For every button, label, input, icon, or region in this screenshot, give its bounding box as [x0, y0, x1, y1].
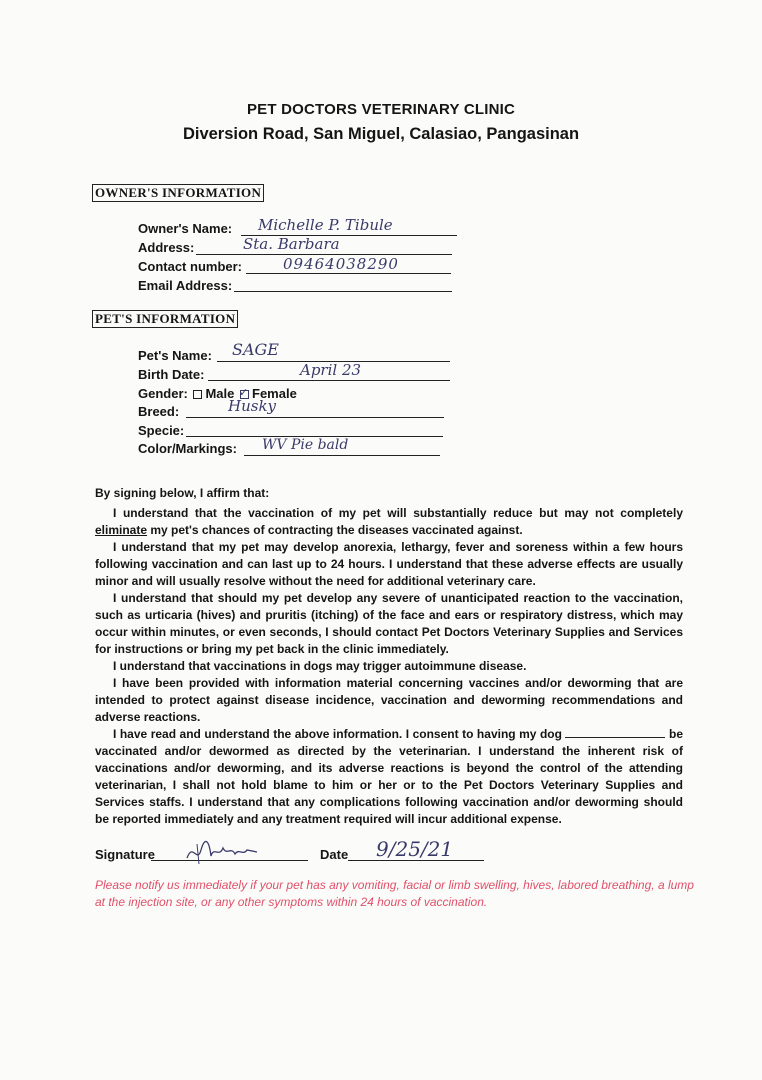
pet-color-value[interactable]: WV Pie bald	[262, 437, 349, 453]
owner-contact-line	[246, 273, 451, 274]
consent-paragraph-4: I understand that vaccinations in dogs may trigger autoimmune disease.	[113, 659, 527, 673]
pet-birth-label: Birth Date:	[138, 367, 205, 382]
clinic-address: Diversion Road, San Miguel, Calasiao, Pangasinan	[182, 125, 580, 143]
owner-email-line	[234, 291, 452, 292]
date-value[interactable]: 9/25/21	[376, 837, 454, 861]
dog-name-blank[interactable]	[565, 727, 665, 738]
consent-paragraph-6: I have read and understand the above information. I consent to having my dog be vaccinated and/or dewormed as directed by the veterinarian. I understand the inherent risk of vaccinations and/or deworming, and its adverse reactions is beyond the control of the attending veterinarian, I shall not hold blame to him or her or to the Pet Doctors Veterinary Supplies and Services staffs. I understand that any complications following vaccination and/or deworming should be reported immediately and any treatment required will incur additional expense.	[95, 727, 683, 826]
owner-name-label: Owner's Name:	[138, 221, 233, 236]
check-mark-icon: ✓	[239, 386, 249, 399]
pet-breed-line	[186, 417, 444, 418]
signature-scribble[interactable]	[183, 836, 263, 866]
vaccination-notice: Please notify us immediately if your pet has any vomiting, facial or limb swelling, hives, labored breathing, a lump at the injection site, or any other symptoms within 24 hours of vaccination.	[95, 878, 694, 909]
pet-birth-value[interactable]: April 23	[300, 361, 362, 379]
pet-breed-value[interactable]: Husky	[228, 397, 277, 415]
signature-label: Signature	[95, 847, 155, 862]
pet-section-title: PET'S INFORMATION	[92, 310, 238, 328]
consent-paragraph-2: I understand that my pet may develop anorexia, lethargy, fever and soreness within a few hours following vaccination and can last up to 24 hours. I understand that these adverse effects are usually minor and will usually resolve without the need for additional veterinary care.	[95, 540, 683, 588]
owner-address-value[interactable]: Sta. Barbara	[243, 235, 340, 253]
pet-color-line	[244, 455, 440, 456]
owner-contact-value[interactable]: 09464038290	[283, 255, 399, 273]
owner-contact-label: Contact number:	[138, 259, 242, 274]
date-label: Date	[320, 847, 349, 862]
pet-gender-label: Gender:	[138, 386, 188, 401]
consent-paragraph-3: I understand that should my pet develop any severe of unanticipated reaction to the vaccination, such as urticaria (hives) and pruritis (itching) of the face and ears or respiratory distress, which may occur within minutes, or even seconds, I should contact Pet Doctors Veterinary Supplies and Services for instructions or bring my pet back in the clinic immediately.	[95, 591, 683, 656]
pet-color-label: Color/Markings:	[138, 441, 237, 456]
owner-section-title: OWNER'S INFORMATION	[92, 184, 264, 202]
consent-paragraph-5: I have been provided with information material concerning vaccines and/or deworming that are intended to protect against disease incidence, vaccination and deworming recommendations and adverse reactions.	[95, 676, 683, 724]
consent-paragraph-1: I understand that the vaccination of my pet will substantially reduce but may not completely eliminate my pet's chances of contracting the diseases vaccinated against.	[95, 506, 683, 537]
gender-female-label: Female	[252, 386, 297, 401]
pet-breed-label: Breed:	[138, 404, 180, 419]
pet-name-value[interactable]: SAGE	[232, 340, 279, 359]
consent-body	[95, 505, 683, 828]
gender-male-checkbox[interactable]	[193, 390, 202, 399]
owner-email-label: Email Address:	[138, 278, 233, 293]
pet-name-label: Pet's Name:	[138, 348, 212, 363]
owner-name-value[interactable]: Michelle P. Tibule	[258, 216, 393, 234]
pet-specie-label: Specie:	[138, 423, 185, 438]
clinic-name: PET DOCTORS VETERINARY CLINIC	[246, 101, 516, 118]
pet-birth-line	[208, 380, 450, 381]
gender-male-label: Male	[205, 386, 235, 401]
consent-intro: By signing below, I affirm that:	[95, 486, 270, 500]
owner-address-label: Address:	[138, 240, 195, 255]
